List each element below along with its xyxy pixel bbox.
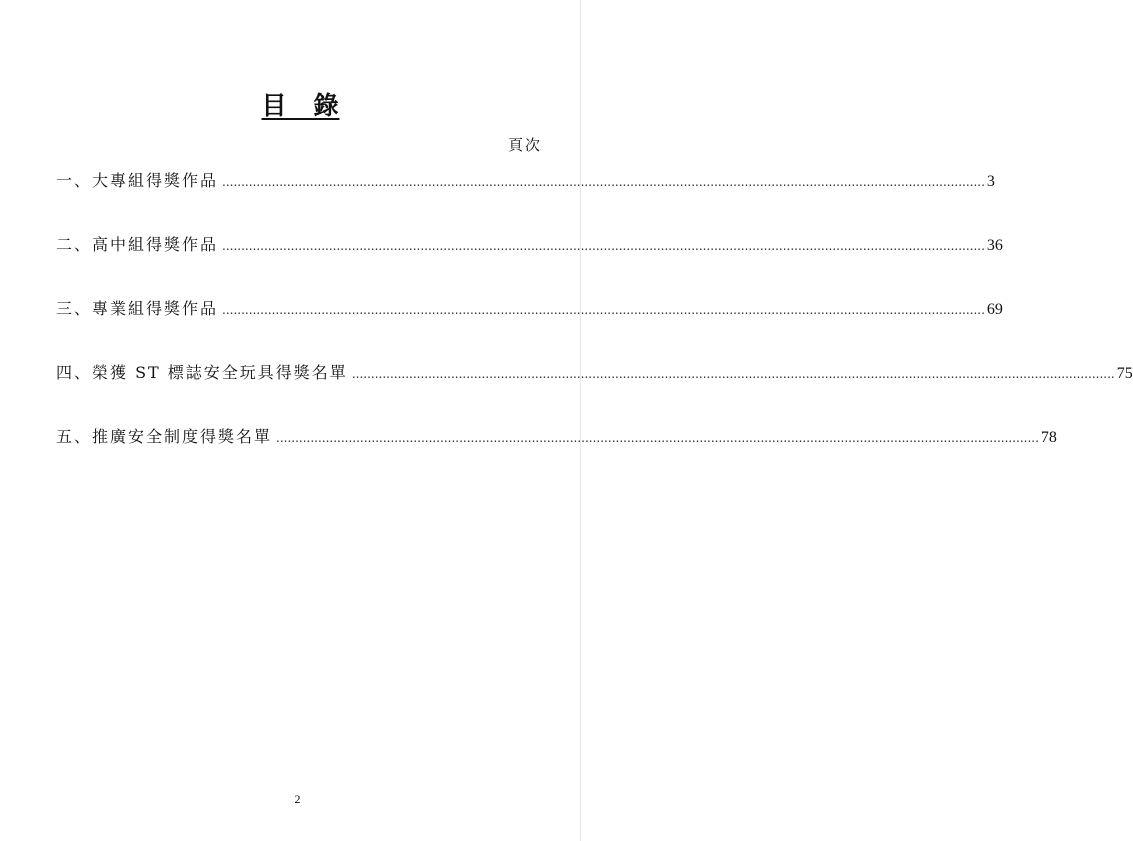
page-edge-line: [580, 0, 581, 841]
toc-entry-5[interactable]: [56, 424, 1057, 488]
table-of-contents: [56, 168, 1133, 488]
title-text: 目 錄: [261, 91, 340, 120]
dot-leader: ........................................................................................................................................................................................................: [222, 175, 985, 189]
dot-leader: ........................................................................................................................................................................................................: [222, 303, 985, 317]
dot-leader: ........................................................................................................................................................................................................: [222, 239, 985, 253]
toc-entry-page: 36: [986, 237, 1003, 254]
toc-entry-4[interactable]: [56, 360, 1133, 424]
toc-entry-label: 二、高中組得獎作品: [56, 235, 219, 254]
toc-entry-3[interactable]: [56, 296, 1003, 360]
toc-entry-label: 三、專業組得獎作品: [56, 299, 219, 318]
toc-entry-1[interactable]: [56, 168, 995, 232]
toc-entry-page: 69: [986, 301, 1003, 318]
dot-leader: ........................................................................................................................................................................................................: [351, 367, 1115, 381]
dot-leader: ........................................................................................................................................................................................................: [276, 431, 1039, 445]
page-number: 2: [294, 792, 301, 806]
page-title: [0, 86, 595, 122]
toc-entry-page: 3: [986, 173, 995, 190]
page-column-label: 頁次: [507, 136, 542, 154]
toc-entry-label: 五、推廣安全制度得獎名單: [56, 427, 273, 446]
toc-entry-2[interactable]: [56, 232, 1003, 296]
toc-entry-label: 四、榮獲 ST 標誌安全玩具得獎名單: [56, 363, 348, 382]
toc-entry-label: 一、大專組得獎作品: [56, 171, 219, 190]
toc-entry-page: 75: [1116, 365, 1133, 382]
toc-entry-page: 78: [1040, 429, 1057, 446]
